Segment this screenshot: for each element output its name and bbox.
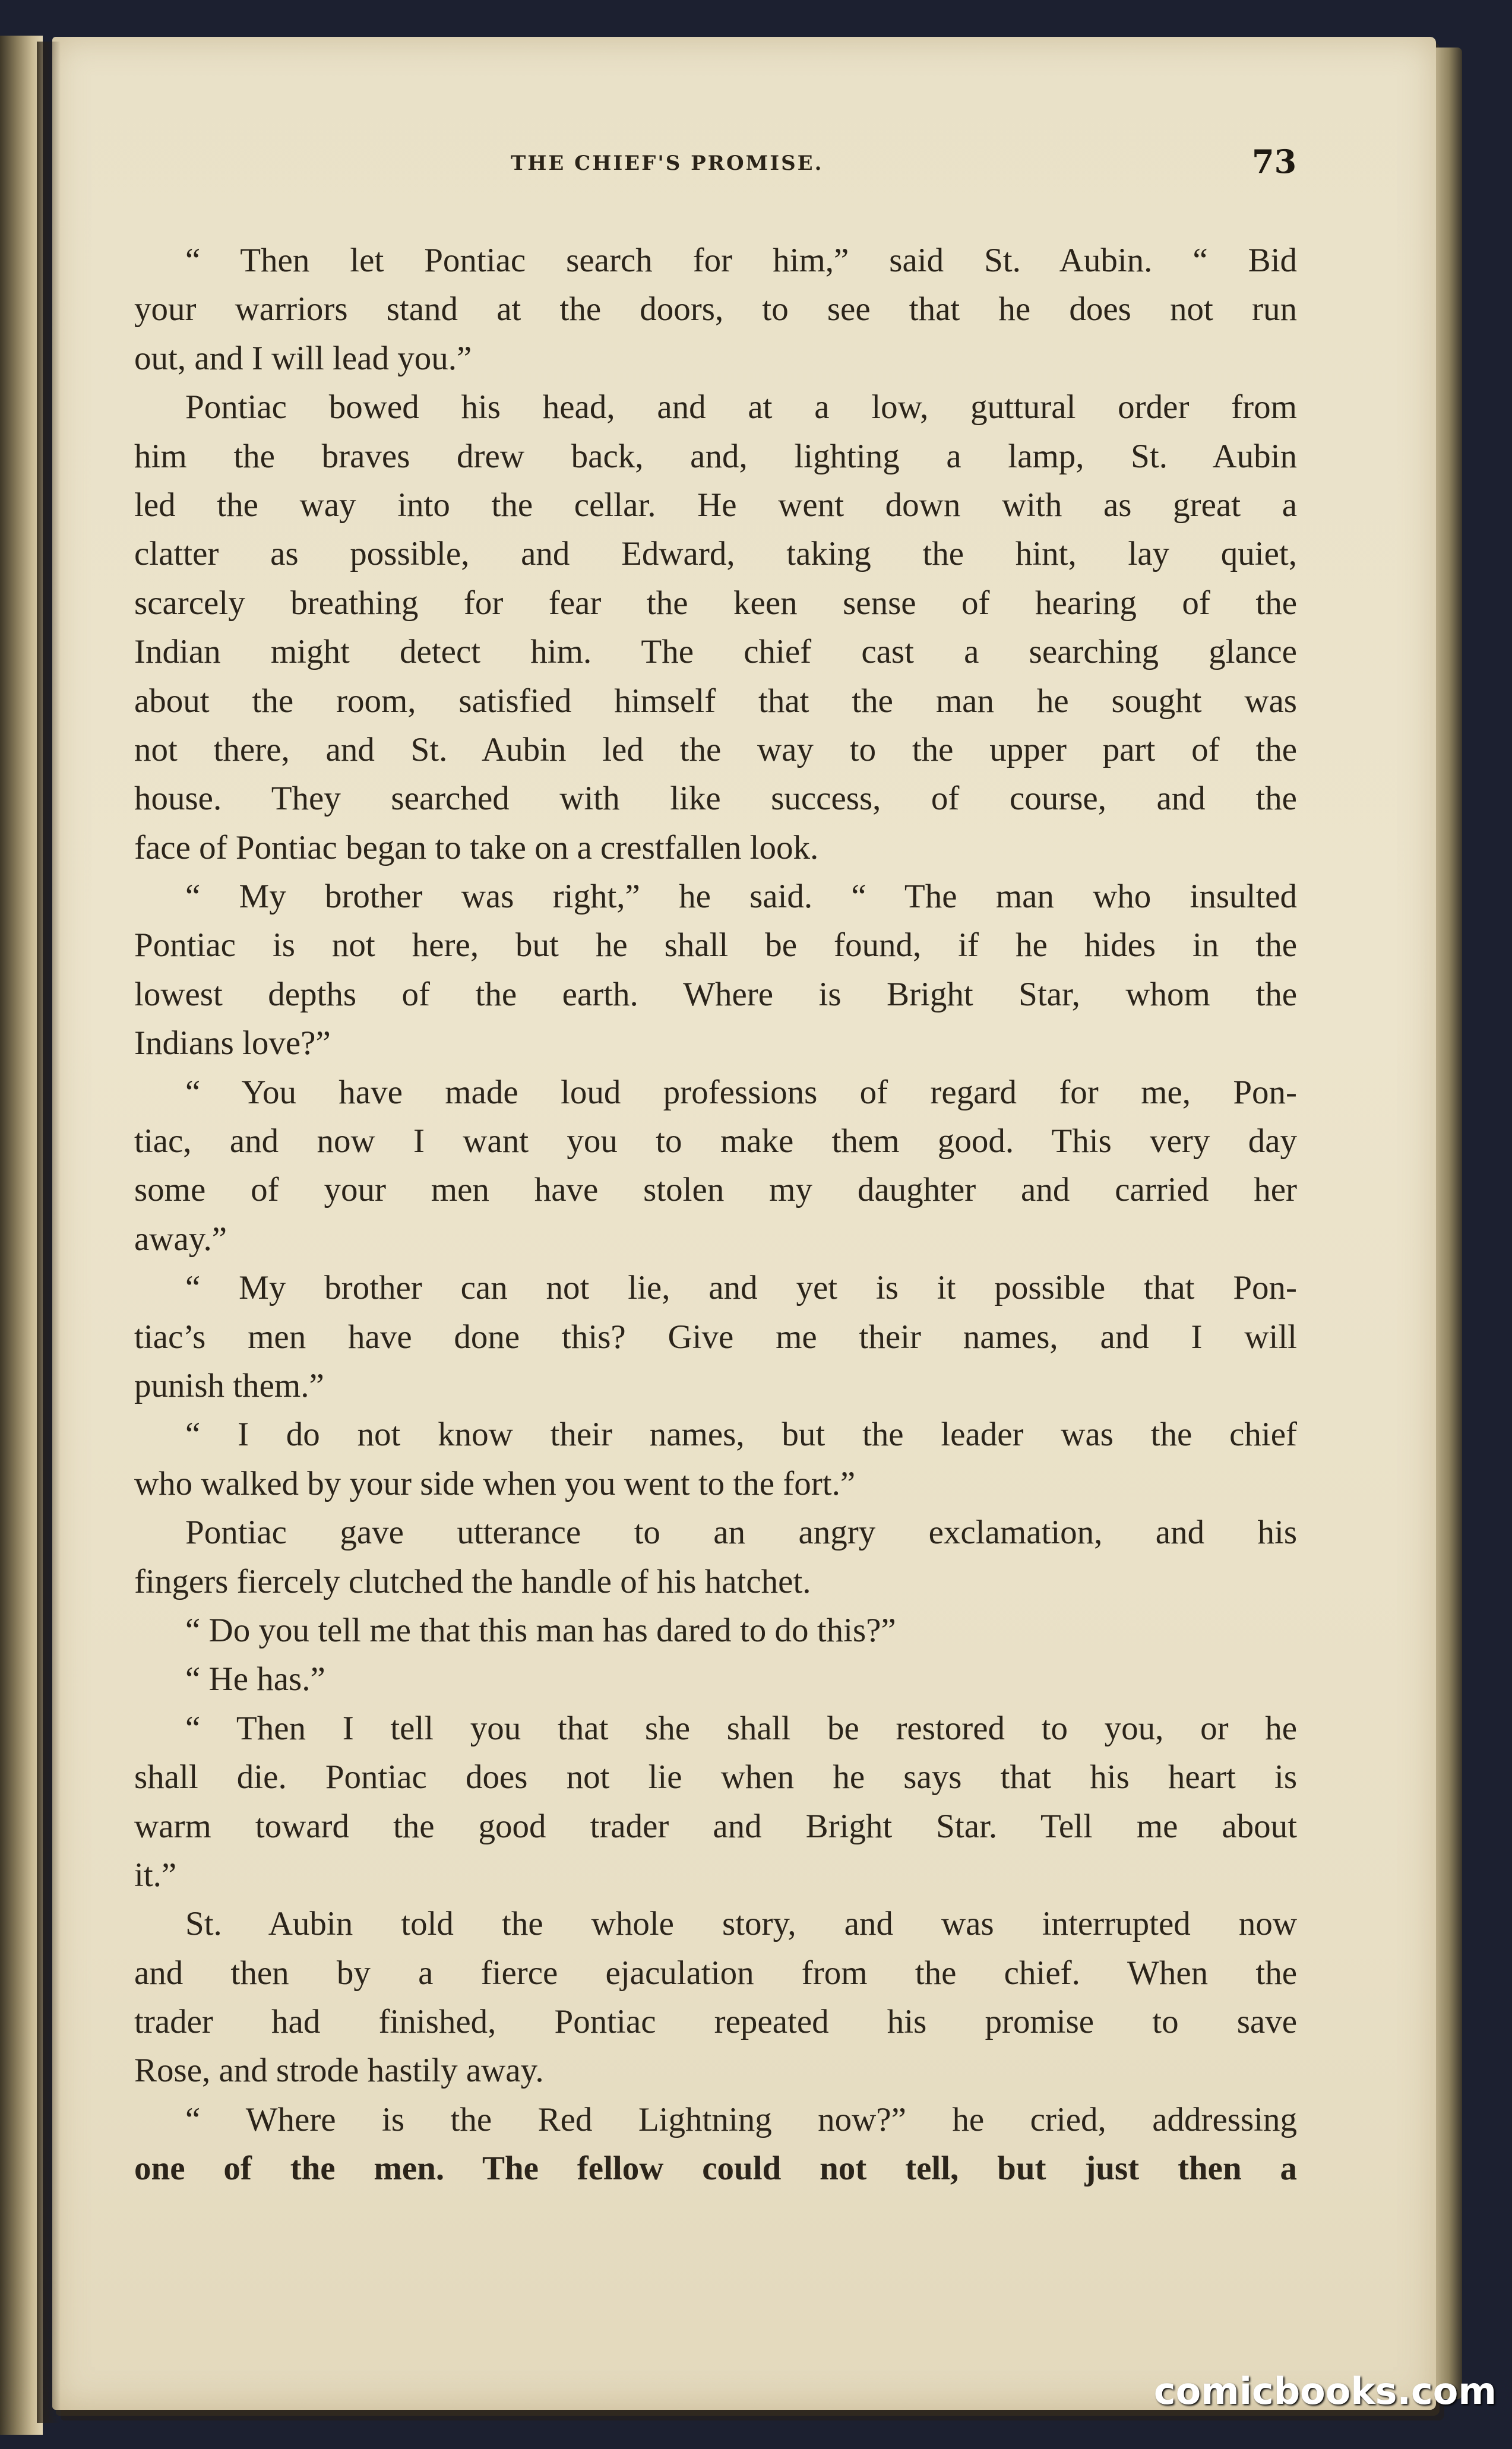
text-line: Pontiac bowed his head, and at a low, guttural order from xyxy=(185,388,1297,426)
page-number: 73 xyxy=(1252,143,1297,181)
text-line: “ You have made loud professions of regard for me, Pon- xyxy=(185,1073,1297,1111)
text-line: him the braves drew back, and, lighting a lamp, St. Aubin xyxy=(134,437,1297,475)
page-edge-right xyxy=(1436,48,1462,2399)
text-line: face of Pontiac began to take on a crestfallen look. xyxy=(134,828,819,866)
text-line: Rose, and strode hastily away. xyxy=(134,2052,544,2090)
text-line: “ Do you tell me that this man has dared to do this?” xyxy=(185,1611,896,1649)
text-line: about the room, satisfied himself that the man he sought was xyxy=(134,682,1297,720)
text-line: one of the men. The fellow could not tell, but just then a xyxy=(134,2150,1297,2188)
text-line: some of your men have stolen my daughter and carried her xyxy=(134,1171,1297,1209)
text-line: clatter as possible, and Edward, taking the hint, lay quiet, xyxy=(134,535,1297,573)
text-line: fingers fiercely clutched the handle of his hatchet. xyxy=(134,1562,811,1600)
text-line: “ Where is the Red Lightning now?” he cried, addressing xyxy=(185,2100,1297,2138)
watermark: comicbooks.com xyxy=(1153,2369,1497,2413)
text-line: warm toward the good trader and Bright Star. Tell me about xyxy=(134,1807,1297,1845)
text-line: scarcely breathing for fear the keen sense of hearing of the xyxy=(134,584,1297,622)
text-line: trader had finished, Pontiac repeated his promise to save xyxy=(134,2003,1297,2041)
text-line: Pontiac gave utterance to an angry exclamation, and his xyxy=(185,1514,1297,1552)
text-line: house. They searched with like success, of course, and the xyxy=(134,780,1297,818)
text-line: tiac, and now I want you to make them good. This very day xyxy=(134,1122,1297,1160)
text-line: St. Aubin told the whole story, and was interrupted now xyxy=(185,1905,1297,1943)
body-text xyxy=(134,236,1297,2196)
text-line: “ He has.” xyxy=(185,1660,325,1698)
text-line: lowest depths of the earth. Where is Bright Star, whom the xyxy=(134,975,1297,1013)
text-line: “ I do not know their names, but the leader was the chief xyxy=(185,1416,1297,1454)
text-line: your warriors stand at the doors, to see that he does not run xyxy=(134,290,1297,328)
text-line: led the way into the cellar. He went down with as great a xyxy=(134,486,1297,524)
text-line: not there, and St. Aubin led the way to the upper part of the xyxy=(134,730,1297,768)
text-line: “ My brother was right,” he said. “ The man who insulted xyxy=(185,878,1297,916)
text-line: and then by a fierce ejaculation from the chief. When the xyxy=(134,1954,1297,1992)
text-line: punish them.” xyxy=(134,1366,324,1404)
text-line: who walked by your side when you went to the fort.” xyxy=(134,1464,856,1502)
running-head: THE CHIEF'S PROMISE. xyxy=(511,151,824,175)
text-line: it.” xyxy=(134,1856,177,1894)
text-line: “ My brother can not lie, and yet is it possible that Pon- xyxy=(185,1269,1297,1307)
text-line: “ Then let Pontiac search for him,” said St. Aubin. “ Bid xyxy=(185,242,1297,279)
text-line: shall die. Pontiac does not lie when he says that his heart is xyxy=(134,1758,1297,1796)
text-line: “ Then I tell you that she shall be restored to you, or he xyxy=(185,1709,1297,1747)
text-line: Pontiac is not here, but he shall be found, if he hides in the xyxy=(134,926,1297,964)
text-line: Indians love?” xyxy=(134,1024,331,1062)
text-line: out, and I will lead you.” xyxy=(134,339,472,377)
gutter-shadow xyxy=(37,42,61,2423)
text-line: away.” xyxy=(134,1220,227,1258)
text-line: Indian might detect him. The chief cast a searching glance xyxy=(134,633,1297,671)
text-line: tiac’s men have done this? Give me their names, and I will xyxy=(134,1318,1297,1356)
